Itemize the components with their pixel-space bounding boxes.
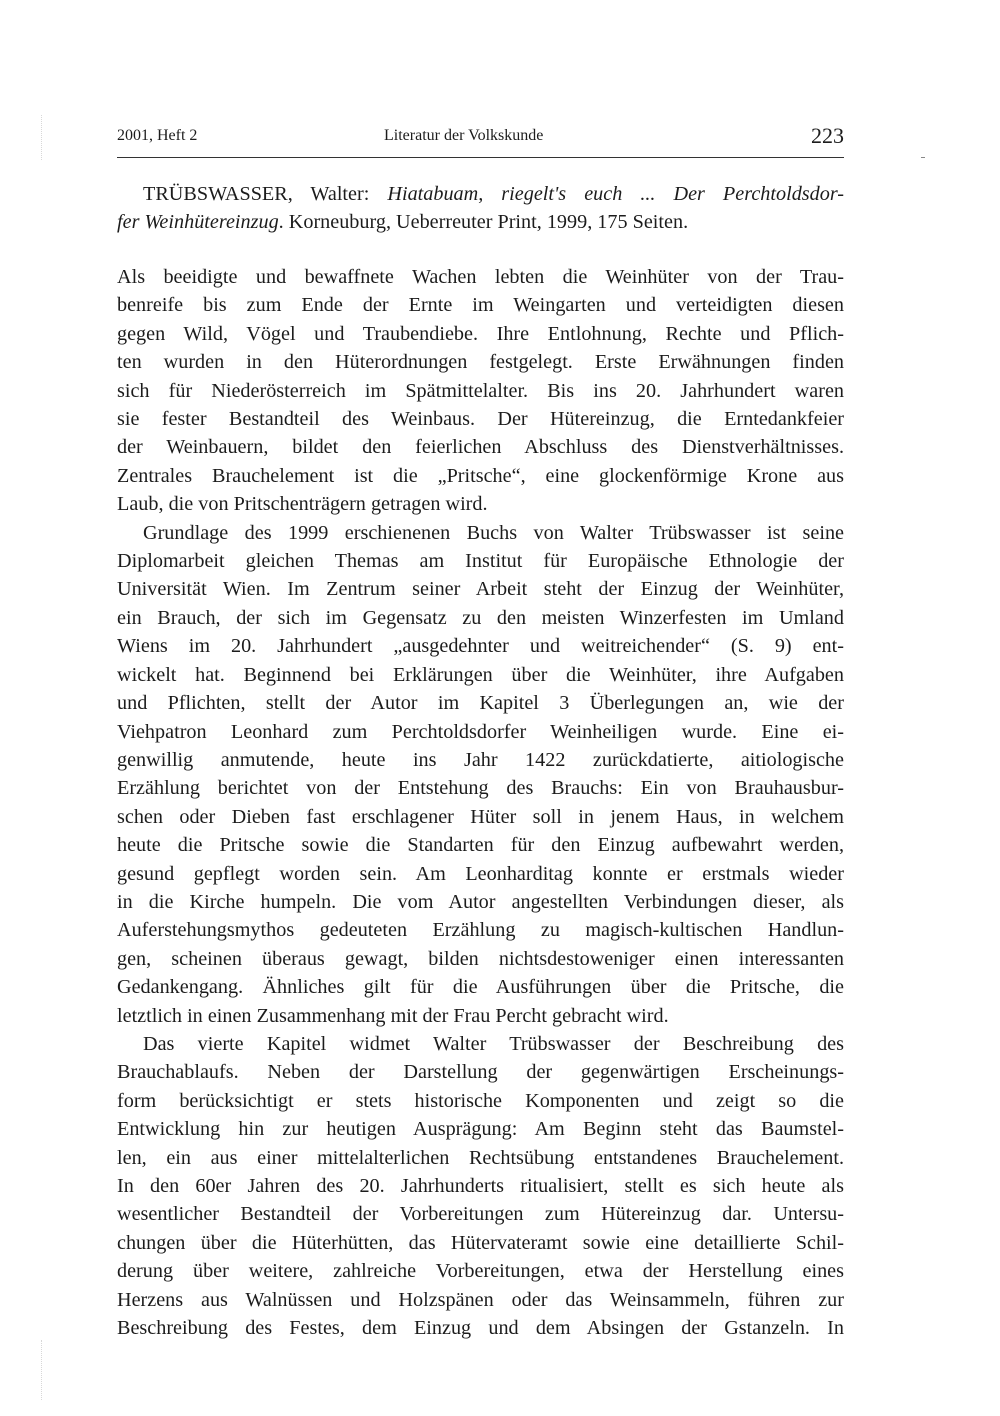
text-line: gegen Wild, Vögel und Traubendiebe. Ihre Entlohnung, Rechte und Pflich-	[117, 322, 844, 345]
text-line: Erzählung berichtet von der Entstehung des Brauchs: Ein von Brauhausbur-	[117, 777, 844, 800]
text-line: genwillig anmutende, heute ins Jahr 1422 zurückdatierte, aitiologische	[117, 748, 844, 771]
scan-margin-mark	[41, 115, 43, 160]
bibliographic-citation	[117, 180, 844, 237]
citation-line	[117, 180, 844, 208]
text-line: gen, scheinen überaus gewagt, bilden nichtsdestoweniger einen interessanten	[117, 947, 844, 970]
scan-artifact	[921, 157, 925, 158]
text-line: heute die Pritsche sowie die Standarten für den Einzug aufbewahrt werden,	[117, 834, 844, 857]
journal-issue: 2001, Heft 2	[117, 127, 198, 144]
section-title: Literatur der Volkskunde	[384, 127, 544, 144]
text-line: letztlich in einen Zusammenhang mit der Frau Percht gebracht wird.	[117, 1004, 669, 1027]
text-line: ein Brauch, der sich im Gegensatz zu den meisten Winzerfesten im Umland	[117, 606, 844, 629]
scan-margin-mark	[41, 1340, 43, 1400]
text-line: gesund gepflegt worden sein. Am Leonharditag konnte er erstmals wieder	[117, 862, 844, 885]
text-line: sie fester Bestandteil des Weinbaus. Der Hütereinzug, die Erntedankfeier	[117, 408, 844, 431]
running-header	[117, 125, 844, 158]
review-body	[117, 263, 844, 1342]
text-line: Wiens im 20. Jahrhundert „ausgedehnter und weitreichender“ (S. 9) ent-	[117, 635, 844, 658]
text-line: Diplomarbeit gleichen Themas am Institut für Europäische Ethnologie der	[117, 550, 844, 573]
text-line: Als beeidigte und bewaffnete Wachen lebten die Weinhüter von der Trau-	[117, 266, 844, 288]
text-line: derung über weitere, zahlreiche Vorbereitungen, etwa der Herstellung eines	[117, 1260, 844, 1283]
text-line: sich für Niederösterreich im Spätmittelalter. Bis ins 20. Jahrhundert waren	[117, 379, 844, 402]
text-line: schen oder Dieben fast erschlagener Hüter soll in jenem Haus, in welchem	[117, 805, 844, 828]
text-line: benreife bis zum Ende der Ernte im Weingarten und verteidigten diesen	[117, 294, 844, 317]
text-line: len, ein aus einer mittelalterlichen Rechtsübung entstandenes Brauchelement.	[117, 1146, 844, 1169]
text-line: Grundlage des 1999 erschienenen Buchs von Walter Trübswasser ist seine	[143, 521, 844, 544]
text-line: Entwicklung hin zur heutigen Ausprägung: Am Beginn steht das Baumstel-	[117, 1118, 844, 1141]
paragraph	[117, 1030, 844, 1342]
text-line: Universität Wien. Im Zentrum seiner Arbeit steht der Einzug der Weinhüter,	[117, 578, 844, 601]
text-line: Auferstehungsmythos gedeuteten Erzählung zu magisch-kultischen Handlun-	[117, 919, 844, 942]
text-line: Gedankengang. Ähnliches gilt für die Ausführungen über die Pritsche, die	[117, 976, 844, 999]
citation-publication: . Korneuburg, Ueberreuter Print, 1999, 175 Seiten.	[278, 211, 689, 234]
text-line: form berücksichtigt er stets historische Komponenten und zeigt so die	[117, 1089, 844, 1112]
citation-title-continued: fer Weinhütereinzug	[117, 211, 279, 234]
text-line: Laub, die von Pritschenträgern getragen wird.	[117, 493, 488, 516]
text-line: Zentrales Brauchelement ist die „Pritsche“, eine glockenförmige Krone aus	[117, 464, 844, 487]
page-number: 223	[811, 123, 844, 148]
text-line: chungen über die Hüterhütten, das Hütervateramt sowie eine detaillierte Schil-	[117, 1231, 844, 1254]
paragraph	[117, 519, 844, 1030]
text-line: ten wurden in den Hüterordnungen festgelegt. Erste Erwähnungen finden	[117, 351, 844, 374]
citation-author: TRÜBSWASSER, Walter:	[143, 183, 370, 205]
text-line: wickelt hat. Beginnend bei Erklärungen über die Weinhüter, ihre Aufgaben	[117, 663, 844, 686]
text-line: Brauchablaufs. Neben der Darstellung der gegenwärtigen Erscheinungs-	[117, 1061, 844, 1084]
text-line: Herzens aus Walnüssen und Holzspänen oder das Weinsammeln, führen zur	[117, 1288, 844, 1311]
citation-line	[117, 208, 844, 236]
paragraph	[117, 263, 844, 519]
text-line: In den 60er Jahren des 20. Jahrhunderts ritualisiert, stellt es sich heute als	[117, 1175, 844, 1197]
text-line: und Pflichten, stellt der Autor im Kapitel 3 Überlegungen an, wie der	[117, 692, 844, 715]
text-line: Beschreibung des Festes, dem Einzug und dem Absingen der Gstanzeln. In	[117, 1317, 844, 1340]
text-line: Das vierte Kapitel widmet Walter Trübswasser der Beschreibung des	[143, 1032, 844, 1055]
text-line: Viehpatron Leonhard zum Perchtoldsdorfer Weinheiligen wurde. Eine ei-	[117, 720, 844, 743]
text-line: in die Kirche humpeln. Die vom Autor angestellten Verbindungen dieser, als	[117, 890, 844, 913]
text-line: wesentlicher Bestandteil der Vorbereitungen zum Hütereinzug dar. Untersu-	[117, 1203, 844, 1226]
text-line: der Weinbauern, bildet den feierlichen Abschluss des Dienstverhältnisses.	[117, 436, 844, 459]
citation-title: Hiatabuam, riegelt's euch ... Der Perchtoldsdor-	[387, 183, 844, 205]
